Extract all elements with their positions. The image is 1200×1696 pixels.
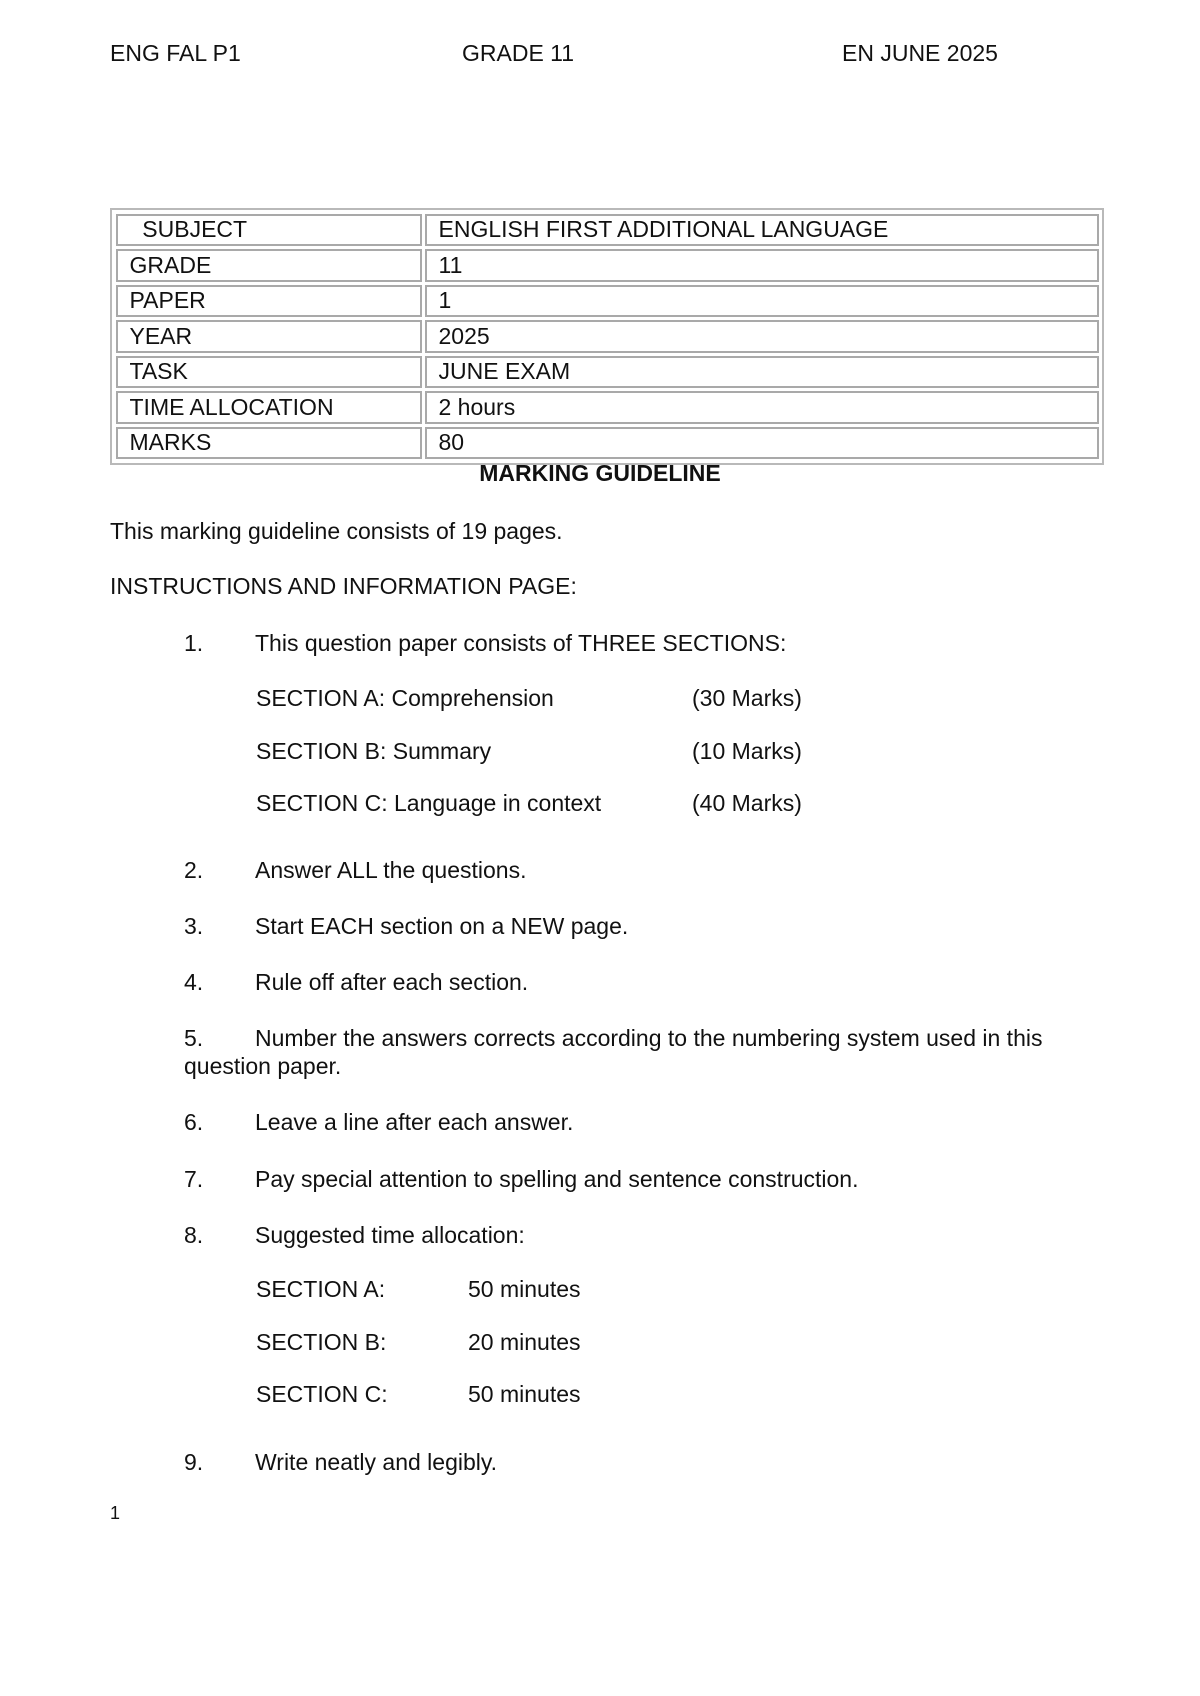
info-label: TIME ALLOCATION [116, 391, 422, 424]
info-label: SUBJECT [116, 214, 422, 247]
item-number: 7. [184, 1166, 204, 1192]
item-text: Write neatly and legibly. [255, 1449, 498, 1475]
section-marks: (40 Marks) [692, 790, 802, 816]
page-number: 1 [110, 1503, 121, 1523]
info-table [110, 208, 1104, 465]
item-number: 1. [184, 630, 204, 656]
info-label: MARKS [116, 427, 422, 460]
info-label: GRADE [116, 249, 422, 282]
section-marks: (10 Marks) [692, 738, 802, 764]
info-value: 80 [425, 427, 1099, 460]
section-name: SECTION C: Language in context [256, 790, 602, 816]
info-label: YEAR [116, 320, 422, 353]
time-section: SECTION A: [256, 1276, 386, 1302]
section-name: SECTION B: Summary [256, 738, 492, 764]
item-number: 8. [184, 1222, 204, 1248]
document-title: MARKING GUIDELINE [479, 460, 721, 486]
section-name: SECTION A: Comprehension [256, 685, 554, 711]
info-row-subject [114, 212, 1100, 248]
info-value: 11 [425, 249, 1099, 282]
time-value: 20 minutes [468, 1329, 581, 1355]
header-center: GRADE 11 [462, 40, 575, 66]
info-row-year [114, 319, 1100, 355]
item-number: 5. [184, 1025, 204, 1051]
header-left: ENG FAL P1 [110, 40, 241, 66]
item-number: 2. [184, 857, 204, 883]
info-value: 2025 [425, 320, 1099, 353]
info-value: 2 hours [425, 391, 1099, 424]
info-label: PAPER [116, 285, 422, 318]
item-number: 9. [184, 1449, 204, 1475]
item-number: 6. [184, 1109, 204, 1135]
item-text: Rule off after each section. [255, 969, 529, 995]
time-value: 50 minutes [468, 1381, 581, 1407]
time-section: SECTION C: [256, 1381, 388, 1407]
intro-text: This marking guideline consists of 19 pages. [110, 518, 563, 544]
info-row-paper [114, 283, 1100, 319]
info-label: TASK [116, 356, 422, 389]
item-number: 4. [184, 969, 204, 995]
info-value: 1 [425, 285, 1099, 318]
item-text: This question paper consists of THREE SECTIONS: [255, 630, 787, 656]
item-text: Suggested time allocation: [255, 1222, 525, 1248]
item-text: Number the answers corrects according to the numbering system used in this [255, 1025, 1043, 1051]
header-right: EN JUNE 2025 [842, 40, 998, 66]
section-marks: (30 Marks) [692, 685, 802, 711]
item-text: Leave a line after each answer. [255, 1109, 574, 1135]
info-value: ENGLISH FIRST ADDITIONAL LANGUAGE [425, 214, 1099, 247]
item-text: Start EACH section on a NEW page. [255, 913, 629, 939]
item-text: Pay special attention to spelling and sentence construction. [255, 1166, 859, 1192]
item-number: 3. [184, 913, 204, 939]
item-text-continuation: question paper. [184, 1053, 342, 1079]
info-row-task [114, 354, 1100, 390]
time-value: 50 minutes [468, 1276, 581, 1302]
item-text: Answer ALL the questions. [255, 857, 527, 883]
info-row-time-allocation [114, 390, 1100, 426]
info-value: JUNE EXAM [425, 356, 1099, 389]
time-section: SECTION B: [256, 1329, 387, 1355]
instructions-heading: INSTRUCTIONS AND INFORMATION PAGE: [110, 573, 577, 599]
info-row-grade [114, 248, 1100, 284]
info-row-marks [114, 425, 1100, 461]
